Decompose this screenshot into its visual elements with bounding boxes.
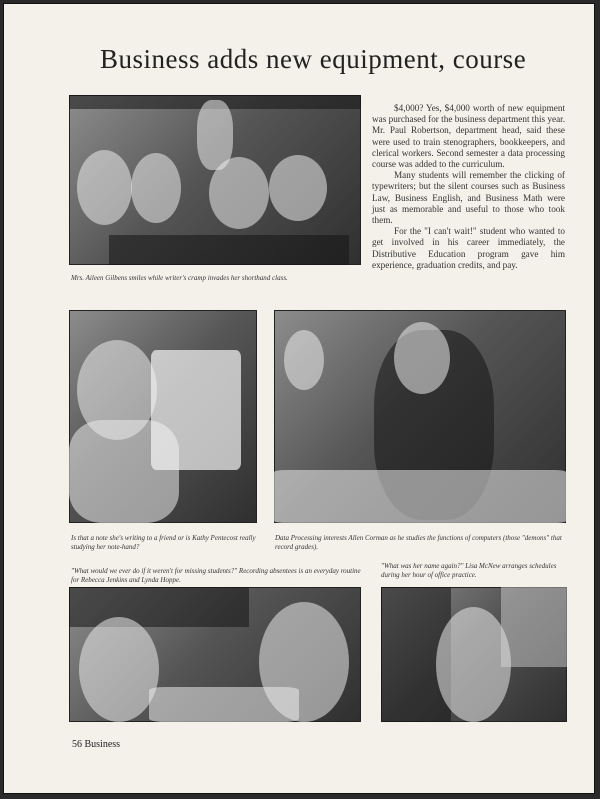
page-headline: Business adds new equipment, course <box>100 44 527 74</box>
caption-note-writing: Is that a note she's writing to a friend or is Kathy Pentecost really studying her note-hand? <box>71 534 256 551</box>
article-paragraph: Many students will remember the clicking of typewriters; but the silent courses such as Business Law, Business English, and Business Math were just as memorable and useful to those who took them. <box>372 170 565 226</box>
caption-office-practice: "What was her name again?" Lisa McNew arranges schedules during her hour of office practice. <box>381 562 557 579</box>
article-paragraph: For the "I can't wait!" student who wanted to get involved in his career immediately, the Distributive Education program gave him experience, graduation credits, and pay. <box>372 226 565 270</box>
photo-attendance <box>69 587 361 722</box>
photo-note-writing <box>69 310 257 523</box>
caption-missing-students: "What would we ever do if it weren't for missing students?" Recording absentees is an everyday routine for Rebecca Jenkins and Lynda Hoppe. <box>71 567 361 584</box>
photo-office-practice <box>381 587 567 722</box>
article-paragraph: $4,000? Yes, $4,000 worth of new equipment was purchased for the business department this year. Mr. Paul Robertson, department head, said these were used to train stenographers, bookkeepers, and clerical workers. Second semester a data processing course was added to the curriculum. <box>372 103 565 170</box>
photo-data-processing <box>274 310 566 523</box>
page-folio: 56 Business <box>72 739 121 750</box>
article-body <box>372 103 565 271</box>
photo-shorthand-class <box>69 95 361 265</box>
yearbook-page <box>3 3 595 794</box>
caption-data-processing: Data Processing interests Allen Corman as he studies the functions of computers (those "demons" that record grades). <box>275 534 562 551</box>
caption-shorthand-class: Mrs. Aileen Gilbens smiles while writer's cramp invades her shorthand class. <box>71 274 288 282</box>
